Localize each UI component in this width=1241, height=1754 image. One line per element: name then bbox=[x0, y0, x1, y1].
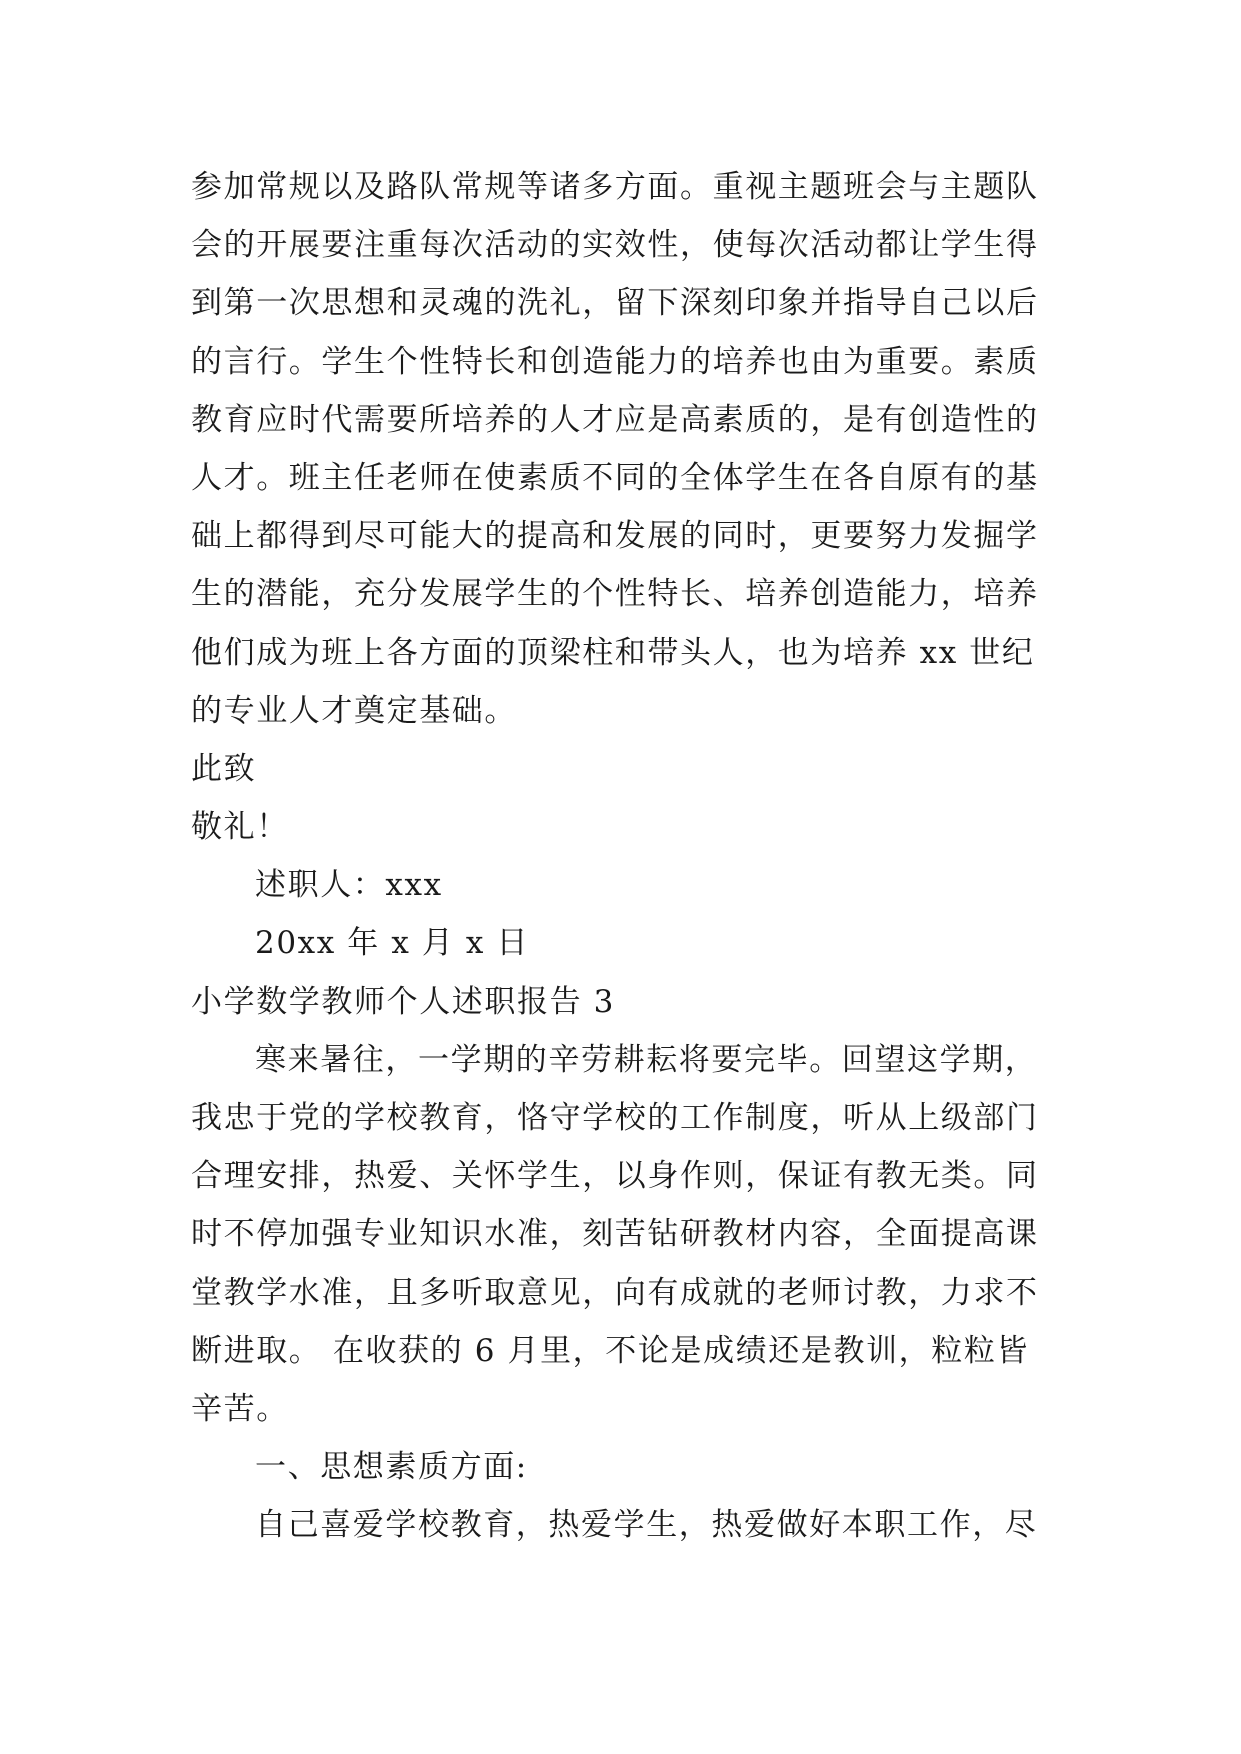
paragraph-line: 合理安排，热爱、关怀学生，以身作则，保证有教无类。同 bbox=[191, 1158, 1039, 1195]
signature-date: 20xx 年 x 月 x 日 bbox=[255, 925, 530, 962]
paragraph-line: 堂教学水准，且多听取意见，向有成就的老师讨教，力求不 bbox=[191, 1274, 1039, 1311]
section-title: 小学数学教师个人述职报告 3 bbox=[191, 983, 615, 1020]
closing-salutation: 此致 bbox=[191, 750, 257, 787]
paragraph-line: 的言行。学生个性特长和创造能力的培养也由为重要。素质 bbox=[191, 343, 1039, 380]
paragraph-line: 人才。班主任老师在使素质不同的全体学生在各自原有的基 bbox=[191, 459, 1039, 496]
paragraph-line: 辛苦。 bbox=[191, 1390, 289, 1427]
paragraph-line: 寒来暑往，一学期的辛劳耕耘将要完毕。回望这学期， bbox=[255, 1041, 1038, 1078]
paragraph-line: 础上都得到尽可能大的提高和发展的同时，更要努力发掘学 bbox=[191, 518, 1039, 555]
paragraph-line: 教育应时代需要所培养的人才应是高素质的，是有创造性的 bbox=[191, 401, 1039, 438]
paragraph-line: 断进取。 在收获的 6 月里，不论是成绩还是教训，粒粒皆 bbox=[191, 1332, 1030, 1369]
paragraph-line: 自己喜爱学校教育，热爱学生，热爱做好本职工作，尽 bbox=[255, 1507, 1038, 1544]
paragraph-line: 会的开展要注重每次活动的实效性，使每次活动都让学生得 bbox=[191, 227, 1039, 264]
closing-regards: 敬礼！ bbox=[191, 809, 289, 846]
paragraph-line: 到第一次思想和灵魂的洗礼，留下深刻印象并指导自己以后 bbox=[191, 285, 1039, 322]
paragraph-line: 参加常规以及路队常规等诸多方面。重视主题班会与主题队 bbox=[191, 169, 1039, 205]
paragraph-line: 他们成为班上各方面的顶梁柱和带头人，也为培养 xx 世纪 bbox=[191, 634, 1035, 671]
paragraph-line: 的专业人才奠定基础。 bbox=[191, 692, 517, 729]
paragraph-line: 我忠于党的学校教育，恪守学校的工作制度，听从上级部门 bbox=[191, 1100, 1039, 1136]
signature-name: 述职人：xxx bbox=[255, 867, 443, 904]
document-body bbox=[191, 158, 1071, 1555]
paragraph-line: 时不停加强专业知识水准，刻苦钻研教材内容，全面提高课 bbox=[191, 1216, 1039, 1253]
subsection-heading: 一、思想素质方面: bbox=[255, 1449, 528, 1486]
paragraph-line: 生的潜能，充分发展学生的个性特长、培养创造能力，培养 bbox=[191, 576, 1039, 613]
